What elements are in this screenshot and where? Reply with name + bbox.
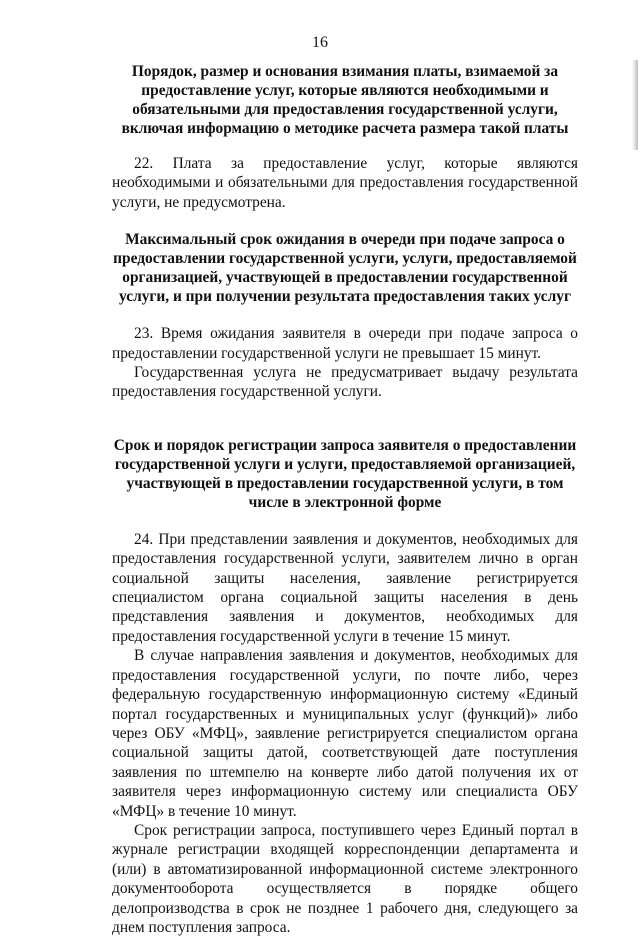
paragraph-23: 23. Время ожидания заявителя в очереди при подаче запроса о предоставлении государственной услуги не превышает 15 минут.: [112, 325, 578, 362]
paragraph-24: 24. При представлении заявления и документов, необходимых для предоставления государственной услуги, заявителем лично в орган социальной защиты населения, заявление регистрируется специалистом органа социальной защиты населения в день представления заявления и документов, необходимых для предоставления государственной услуги в течение 15 минут.: [112, 530, 578, 645]
document-body: [112, 62, 578, 937]
heading-fees: Порядок, размер и основания взимания платы, взимаемой за предоставление услуг, которые являются необходимыми и обязательными для предоставления государственной услуги, включая информацию о методике расчета размера такой платы: [121, 63, 569, 137]
page-number: 16: [312, 34, 328, 51]
scan-edge-shadow: [632, 60, 638, 150]
paragraph-24-mail: В случае направления заявления и документов, необходимых для предоставления государственной услуги, по почте либо, через федеральную государственную информационную систему «Единый портал государственных и муниципальных услуг (функций)» либо через ОБУ «МФЦ», заявление регистрируется специалистом органа социальной защиты датой, соответствующей дате поступления заявления по штемпелю на конверте либо датой получения их от заявителя через информационную систему или специалиста ОБУ «МФЦ» в течение 10 минут.: [112, 647, 578, 820]
paragraph-22: 22. Плата за предоставление услуг, которые являются необходимыми и обязательными для предоставления государственной услуги, не предусмотрена.: [112, 155, 578, 211]
heading-wait-time: Максимальный срок ожидания в очереди при подаче запроса о предоставлении государственной услуги, услуги, предоставляемой организацией, участвующей в предоставлении государственной услуги, и при получении результата предоставления таких услуг: [113, 231, 577, 306]
paragraph-23-continued: Государственная услуга не предусматривает выдачу результата предоставления государственной услуги.: [112, 364, 578, 401]
paragraph-24-portal: Срок регистрации запроса, поступившего через Единый портал в журнале регистрации входящей корреспонденции департамента и (или) в автоматизированной информационной системе электронного документооборота осуществляется в порядке общего делопроизводства в срок не позднее 1 рабочего дня, следующего за днем поступления запроса.: [112, 821, 578, 936]
heading-registration: Срок и порядок регистрации запроса заявителя о предоставлении государственной услуги и услуги, предоставляемой организацией, участвующей в предоставлении государственной услуги, в том числе в электронной форме: [113, 436, 577, 511]
